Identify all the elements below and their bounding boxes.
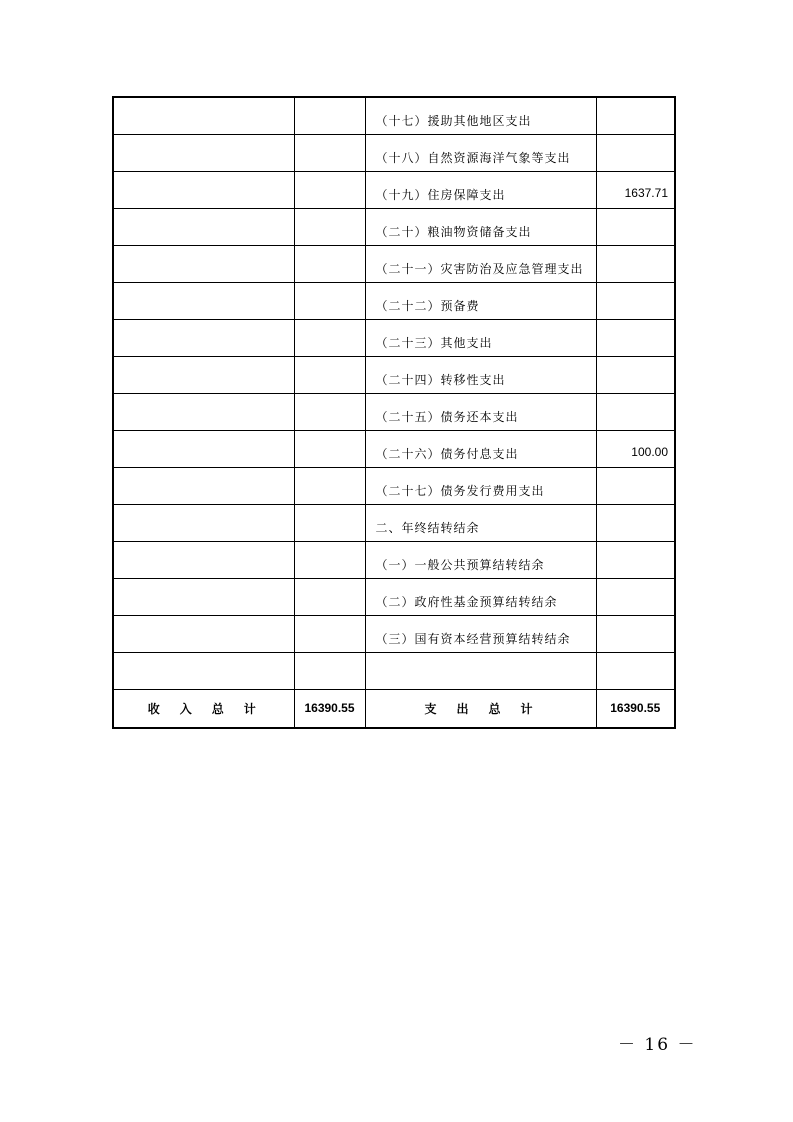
expense-item-cell: （二十二）预备费 (365, 282, 596, 319)
table-row (113, 504, 675, 541)
expense-amount-cell: 1637.71 (596, 171, 675, 208)
table-row (113, 578, 675, 615)
expense-amount-cell (596, 97, 675, 134)
expense-amount-cell (596, 541, 675, 578)
table-row (113, 319, 675, 356)
expense-item-cell: （二十六）债务付息支出 (365, 430, 596, 467)
table-row (113, 430, 675, 467)
budget-table (112, 96, 676, 729)
income-amount-cell (294, 393, 365, 430)
income-item-cell (113, 134, 294, 171)
table-row (113, 245, 675, 282)
table-row (113, 97, 675, 134)
expense-amount-cell (596, 208, 675, 245)
income-amount-cell (294, 171, 365, 208)
income-amount-cell (294, 134, 365, 171)
income-amount-cell (294, 578, 365, 615)
expense-item-cell: （十八）自然资源海洋气象等支出 (365, 134, 596, 171)
expense-amount-cell (596, 578, 675, 615)
page-number: － 16 － (618, 1035, 697, 1055)
income-item-cell (113, 578, 294, 615)
table-row (113, 356, 675, 393)
table-row (113, 208, 675, 245)
expense-amount-cell (596, 134, 675, 171)
income-amount-cell (294, 208, 365, 245)
income-item-cell (113, 245, 294, 282)
income-item-cell (113, 652, 294, 689)
table-row (113, 282, 675, 319)
income-total-amount: 16390.55 (294, 689, 365, 728)
income-item-cell (113, 208, 294, 245)
income-amount-cell (294, 504, 365, 541)
table-row (113, 541, 675, 578)
income-amount-cell (294, 541, 365, 578)
income-amount-cell (294, 652, 365, 689)
expense-amount-cell (596, 356, 675, 393)
income-amount-cell (294, 467, 365, 504)
expense-item-cell: （二十三）其他支出 (365, 319, 596, 356)
income-item-cell (113, 541, 294, 578)
income-total-label: 收入总计 (113, 689, 294, 728)
income-item-cell (113, 430, 294, 467)
expense-item-cell: （十七）援助其他地区支出 (365, 97, 596, 134)
income-item-cell (113, 356, 294, 393)
income-amount-cell (294, 319, 365, 356)
table-row (113, 467, 675, 504)
expense-amount-cell (596, 282, 675, 319)
expense-amount-cell (596, 319, 675, 356)
income-item-cell (113, 319, 294, 356)
expense-amount-cell (596, 652, 675, 689)
income-item-cell (113, 467, 294, 504)
expense-amount-cell (596, 467, 675, 504)
expense-item-cell: 二、年终结转结余 (365, 504, 596, 541)
income-amount-cell (294, 430, 365, 467)
income-item-cell (113, 615, 294, 652)
table-row (113, 652, 675, 689)
expense-item-cell: （十九）住房保障支出 (365, 171, 596, 208)
expense-item-cell: （三）国有资本经营预算结转结余 (365, 615, 596, 652)
expense-amount-cell (596, 393, 675, 430)
income-amount-cell (294, 615, 365, 652)
income-amount-cell (294, 356, 365, 393)
table-row (113, 393, 675, 430)
expense-item-cell (365, 652, 596, 689)
income-amount-cell (294, 282, 365, 319)
expense-item-cell: （一）一般公共预算结转结余 (365, 541, 596, 578)
income-item-cell (113, 97, 294, 134)
table-row (113, 134, 675, 171)
table-body (113, 97, 675, 728)
income-item-cell (113, 282, 294, 319)
table-row (113, 615, 675, 652)
expense-amount-cell (596, 504, 675, 541)
income-amount-cell (294, 97, 365, 134)
expense-item-cell: （二十五）债务还本支出 (365, 393, 596, 430)
expense-item-cell: （二）政府性基金预算结转结余 (365, 578, 596, 615)
expense-item-cell: （二十）粮油物资储备支出 (365, 208, 596, 245)
income-amount-cell (294, 245, 365, 282)
expense-total-amount: 16390.55 (596, 689, 675, 728)
expense-item-cell: （二十四）转移性支出 (365, 356, 596, 393)
expense-item-cell: （二十七）债务发行费用支出 (365, 467, 596, 504)
total-row (113, 689, 675, 728)
income-item-cell (113, 393, 294, 430)
expense-amount-cell (596, 245, 675, 282)
expense-amount-cell (596, 615, 675, 652)
income-item-cell (113, 171, 294, 208)
expense-total-label: 支出总计 (365, 689, 596, 728)
income-item-cell (113, 504, 294, 541)
table-row (113, 171, 675, 208)
expense-amount-cell: 100.00 (596, 430, 675, 467)
expense-item-cell: （二十一）灾害防治及应急管理支出 (365, 245, 596, 282)
